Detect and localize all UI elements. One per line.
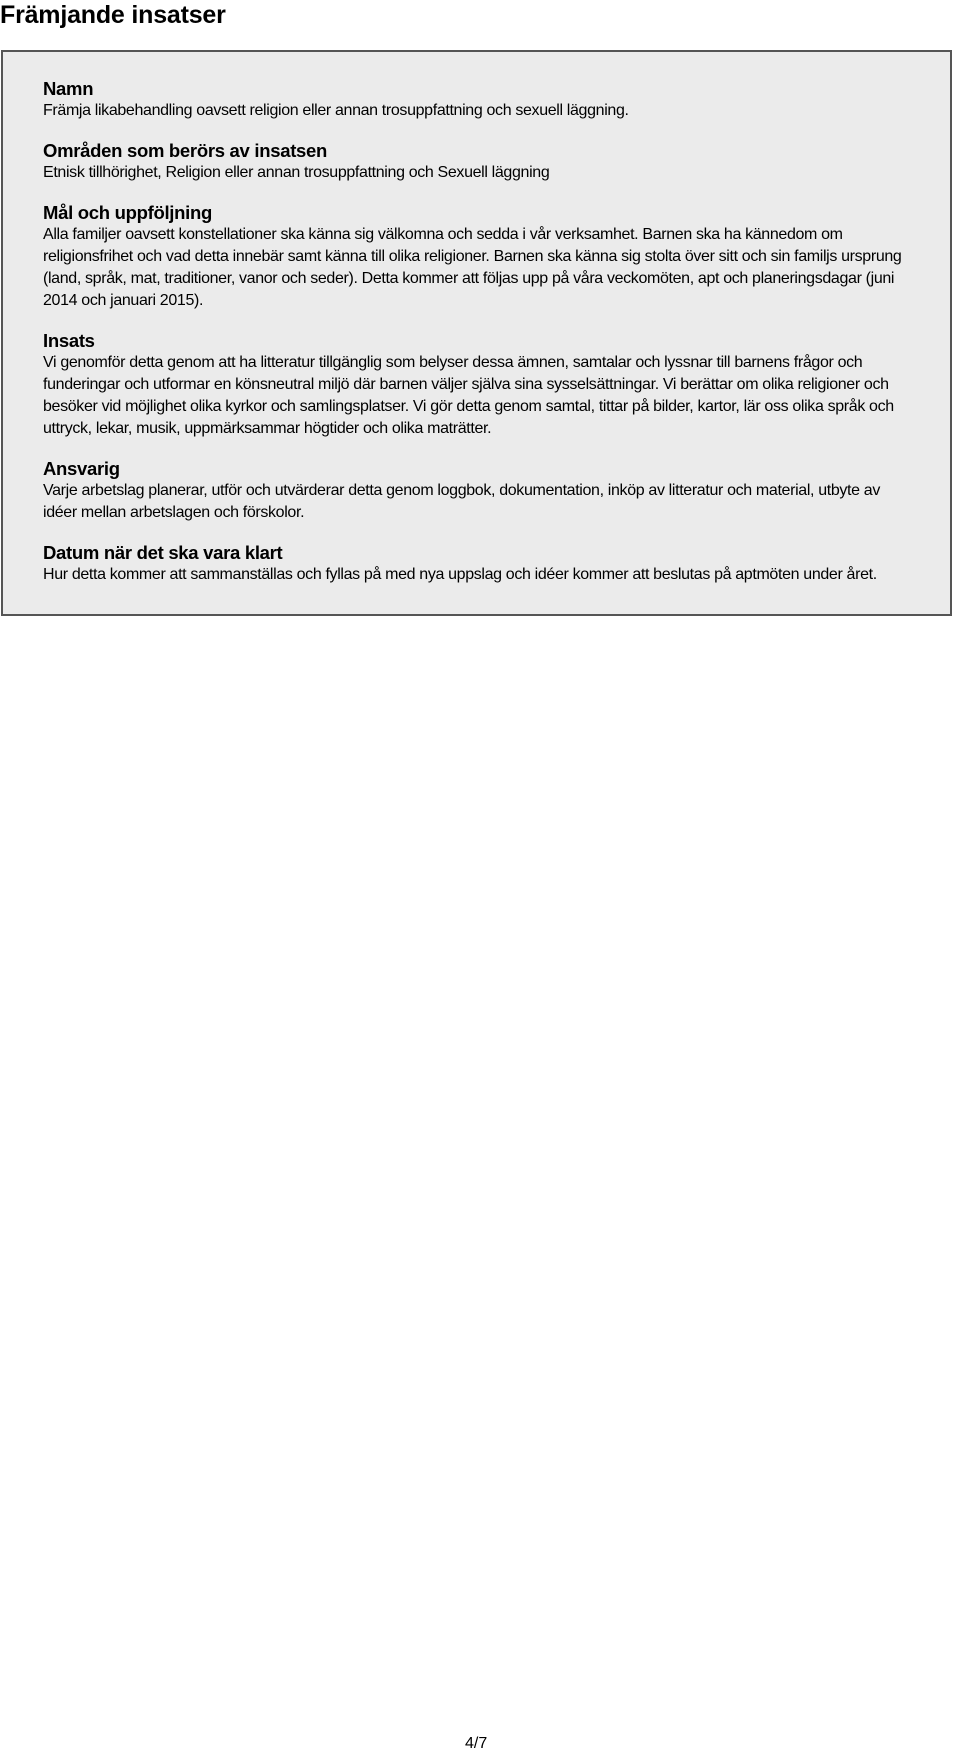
field-namn xyxy=(43,78,914,122)
field-text: Vi genomför detta genom att ha litteratur tillgänglig som belyser dessa ämnen, samtalar och lyssnar till barnens frågor och funderingar och utformar en könsneutral miljö där barnen väljer själva sina sysselsättningar. Vi berättar om olika religioner och besöker vid möjlighet olika kyrkor och samlingsplatser. Vi gör detta genom samtal, tittar på bilder, kartor, lär oss olika språk och uttryck, lekar, musik, uppmärksammar högtider och olika maträtter. xyxy=(43,354,894,437)
field-label: Datum när det ska vara klart xyxy=(43,542,283,563)
page-title: Främjande insatser xyxy=(0,1,226,29)
field-label: Ansvarig xyxy=(43,458,120,479)
field-label: Mål och uppföljning xyxy=(43,202,212,223)
field-label: Namn xyxy=(43,78,94,99)
field-omraden xyxy=(43,140,914,184)
page-number: 4/7 xyxy=(465,1735,488,1752)
field-text: Varje arbetslag planerar, utför och utvärderar detta genom loggbok, dokumentation, inköp av litteratur och material, utbyte av idéer mellan arbetslagen och förskolor. xyxy=(43,482,880,521)
insats-box xyxy=(1,50,952,616)
field-ansvarig xyxy=(43,458,914,524)
field-text: Hur detta kommer att sammanställas och fyllas på med nya uppslag och idéer kommer att beslutas på aptmöten under året. xyxy=(43,566,877,583)
field-mal-och-uppfoljning xyxy=(43,202,914,312)
field-text: Alla familjer oavsett konstellationer ska känna sig välkomna och sedda i vår verksamhet. Barnen ska ha kännedom om religionsfrihet och vad detta innebär samt känna till olika religioner. Barnen ska känna sig stolta över sitt och sin familjs ursprung (land, språk, mat, traditioner, vanor och seder). Detta kommer att följas upp på våra veckomöten, apt och planeringsdagar (juni 2014 och januari 2015). xyxy=(43,226,902,309)
field-datum xyxy=(43,542,914,586)
field-text: Etnisk tillhörighet, Religion eller annan trosuppfattning och Sexuell läggning xyxy=(43,164,550,181)
field-text: Främja likabehandling oavsett religion eller annan trosuppfattning och sexuell läggning. xyxy=(43,102,629,119)
field-insats xyxy=(43,330,914,440)
field-label: Områden som berörs av insatsen xyxy=(43,140,328,161)
field-label: Insats xyxy=(43,330,95,351)
